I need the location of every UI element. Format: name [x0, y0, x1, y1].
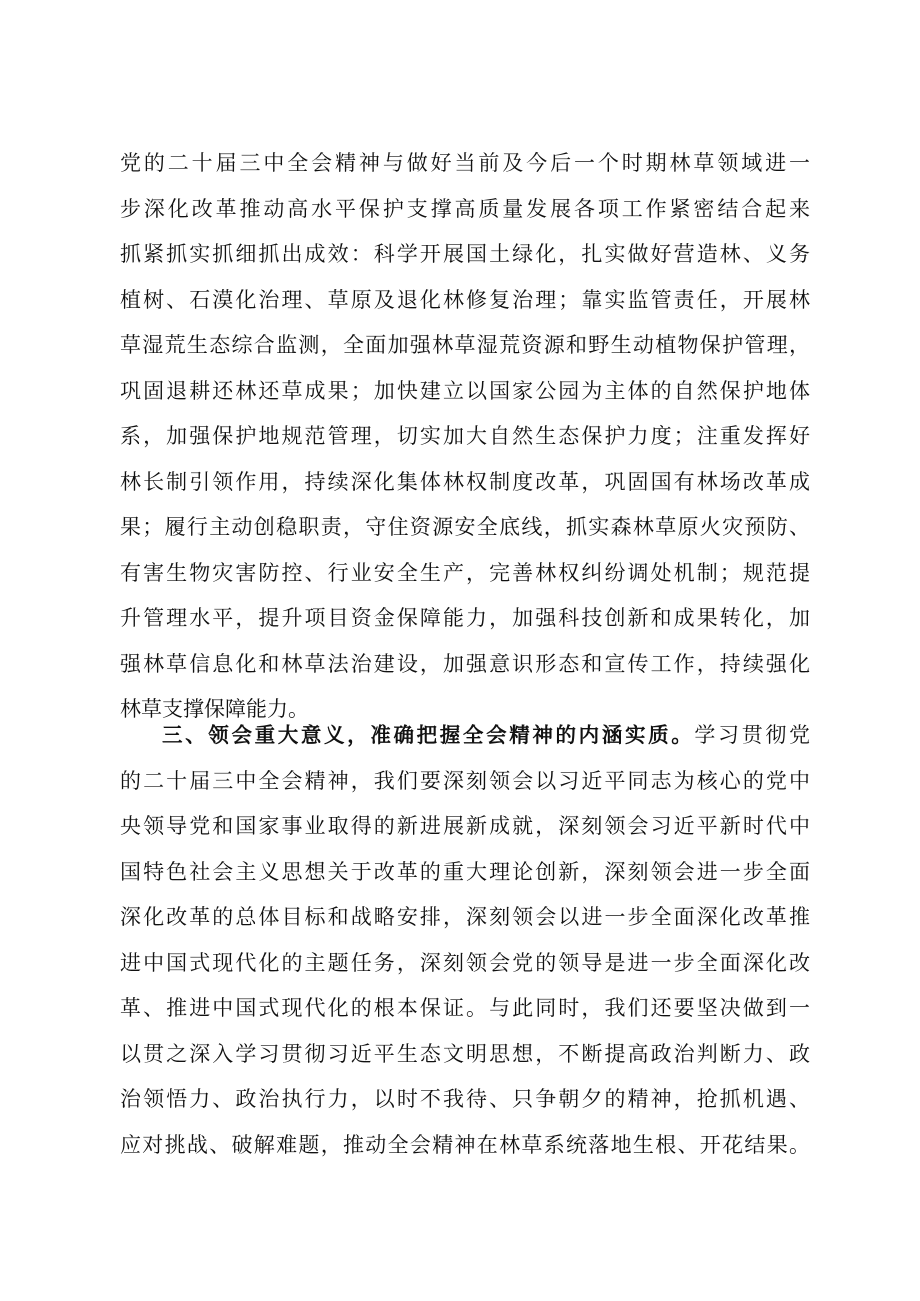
text-line: 巩固退耕还林还草成果；加快建立以国家公园为主体的自然保护地体	[120, 378, 810, 403]
paragraph-section-three	[120, 713, 810, 1168]
text-line: 党的二十届三中全会精神与做好当前及今后一个时期林草领域进一	[120, 151, 810, 175]
text-line: 革、推进中国式现代化的根本保证。与此同时，我们还要坚决做到一	[120, 996, 810, 1020]
section-heading: 三、领会重大意义，准确把握全会精神的内涵实质。	[162, 723, 695, 747]
text-line: 草湿荒生态综合监测，全面加强林草湿荒资源和野生动植物保护管理，	[120, 333, 810, 357]
text-line: 央领导党和国家事业取得的新进展新成就，深刻领会习近平新时代中	[120, 814, 810, 838]
text-line: 林草支撑保障能力。	[120, 697, 309, 721]
paragraph-first-line	[120, 713, 810, 759]
text-line: 应对挑战、破解难题，推动全会精神在林草系统落地生根、开花结果。	[120, 1132, 810, 1157]
text-line: 升管理水平，提升项目资金保障能力，加强科技创新和成果转化，加	[120, 606, 810, 630]
text-line: 的二十届三中全会精神，我们要深刻领会以习近平同志为核心的党中	[120, 768, 810, 793]
text-line: 以贯之深入学习贯彻习近平生态文明思想，不断提高政治判断力、政	[120, 1041, 810, 1066]
text-line: 国特色社会主义思想关于改革的重大理论创新，深刻领会进一步全面	[120, 859, 810, 884]
text-line: 果；履行主动创稳职责，守住资源安全底线，抓实森林草原火灾预防、	[120, 515, 810, 539]
text-line: 林长制引领作用，持续深化集体林权制度改革，巩固国有林场改革成	[120, 469, 810, 494]
text-line: 深化改革的总体目标和战略安排，深刻领会以进一步全面深化改革推	[120, 905, 810, 929]
paragraph-forestry-reform-tasks	[120, 141, 810, 733]
text-line: 植树、石漠化治理、草原及退化林修复治理；靠实监管责任，开展林	[120, 287, 810, 312]
text-line: 有害生物灾害防控、行业安全生产，完善林权纠纷调处机制；规范提	[120, 560, 810, 585]
text-line: 系，加强保护地规范管理，切实加大自然生态保护力度；注重发挥好	[120, 424, 810, 448]
text-line: 步深化改革推动高水平保护支撑高质量发展各项工作紧密结合起来	[120, 196, 810, 221]
text-line: 抓紧抓实抓细抓出成效：科学开展国土绿化，扎实做好营造林、义务	[120, 242, 810, 266]
text-line: 强林草信息化和林草法治建设，加强意识形态和宣传工作，持续强化	[120, 651, 810, 676]
text-line: 治领悟力、政治执行力，以时不我待、只争朝夕的精神，抢抓机遇、	[120, 1087, 810, 1111]
text-line: 进中国式现代化的主题任务，深刻领会党的领导是进一步全面深化改	[120, 950, 810, 975]
text-run: 学习贯彻党	[694, 723, 810, 747]
